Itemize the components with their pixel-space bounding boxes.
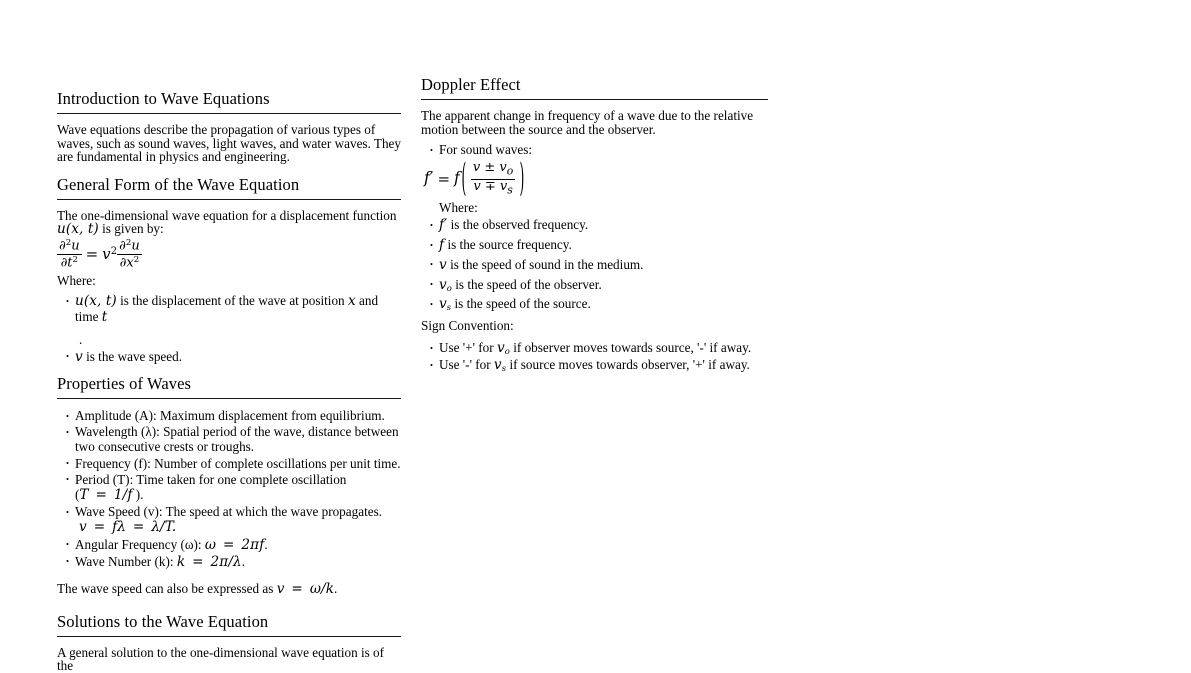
inline-math-u-x-t: u(x, t) xyxy=(57,221,99,238)
list-item-label: is the displacement of the wave at position xyxy=(120,293,345,309)
list-item-label: is the speed of sound in the medium. xyxy=(450,256,644,272)
property-angular-frequency-tail: . xyxy=(264,536,268,552)
property-wave-number: Wave Number (k): xyxy=(75,553,174,569)
closing-tail: . xyxy=(334,581,338,597)
properties-list xyxy=(57,408,401,570)
heading-general-form: General Form of the Wave Equation xyxy=(57,174,300,194)
list-item-label: is the wave speed. xyxy=(86,348,183,364)
list-item xyxy=(66,408,401,423)
left-column xyxy=(57,88,402,673)
list-item xyxy=(430,296,768,312)
list-item xyxy=(430,340,768,356)
list-item xyxy=(66,293,401,325)
intro-text-part1: The one-dimensional wave equation for a displacement function xyxy=(57,207,397,223)
equation-coefficient: $v^2$ xyxy=(102,245,118,264)
intro-text-part2: is given by: xyxy=(102,221,164,237)
math-t: t xyxy=(101,309,108,326)
section-introduction xyxy=(57,88,401,164)
section-properties-of-waves xyxy=(57,373,401,597)
orphan-period: . xyxy=(79,331,83,347)
wave-equation-display xyxy=(57,239,401,271)
general-form-intro xyxy=(57,209,401,237)
section-doppler-effect xyxy=(421,74,768,373)
heading-rule xyxy=(421,99,768,100)
heading-rule xyxy=(57,113,401,114)
section-general-form xyxy=(57,174,401,365)
math-wave-speed-formula: v = fλ = λ/T. xyxy=(79,519,177,536)
list-item-label: is the source frequency. xyxy=(447,237,572,253)
list-item-label-2: and time xyxy=(75,293,379,325)
doppler-fraction xyxy=(471,161,515,196)
heading-rule xyxy=(57,636,401,637)
property-period-tail: ). xyxy=(135,487,144,503)
list-item-label: is the speed of the source. xyxy=(454,296,591,312)
sign-convention-pre-1: Use '+' for xyxy=(439,340,494,356)
math-v: v xyxy=(75,348,83,365)
property-frequency: Frequency (f): Number of complete oscillations per unit time. xyxy=(75,455,401,471)
list-item xyxy=(66,554,401,570)
list-item xyxy=(66,349,401,365)
list-item xyxy=(66,472,401,503)
list-item xyxy=(66,424,401,454)
doppler-factor: f xyxy=(454,169,460,188)
doppler-parenthesis-group xyxy=(460,161,526,196)
equation-rhs-denominator: $\partial x^2$ xyxy=(117,254,142,270)
equation-lhs-denominator: $\partial t^2$ xyxy=(57,254,82,270)
where-list-continued xyxy=(57,349,401,365)
equation-lhs-fraction xyxy=(57,239,82,271)
equation-equals-sign: = xyxy=(85,245,99,264)
doppler-paragraph: The apparent change in frequency of a wave due to the relative motion between the source and the observer. xyxy=(421,108,754,137)
list-item-label: is the speed of the observer. xyxy=(455,276,602,292)
doppler-sound-waves-list xyxy=(421,142,768,157)
section-solutions xyxy=(57,611,401,673)
math-v-omega-k: v = ω/k xyxy=(276,581,335,598)
sign-convention-post-1: if observer moves towards source, '-' if away. xyxy=(513,340,752,356)
math-v-source: $v_s$ xyxy=(493,357,507,374)
property-wave-number-tail: . xyxy=(241,553,246,569)
for-sound-waves-label: For sound waves: xyxy=(439,142,533,158)
math-u-x-t: u(x, t) xyxy=(75,293,117,310)
where-label: Where: xyxy=(57,272,96,288)
doppler-where-label: Where: xyxy=(439,199,478,215)
heading-properties-of-waves: Properties of Waves xyxy=(57,374,192,394)
list-item xyxy=(430,257,768,273)
list-item xyxy=(66,456,401,471)
list-item xyxy=(430,357,768,373)
right-column xyxy=(421,74,768,494)
sign-convention-post-2: if source moves towards observer, '+' if away. xyxy=(509,357,750,373)
math-f: f xyxy=(439,237,445,254)
math-v: v xyxy=(439,256,447,273)
sign-convention-label: Sign Convention: xyxy=(421,318,514,334)
doppler-where-list xyxy=(421,217,768,312)
list-item xyxy=(430,237,768,253)
math-angular-frequency-formula: ω = 2πf xyxy=(204,536,265,553)
math-period-formula: T = 1/f xyxy=(79,487,133,504)
closing-text: The wave speed can also be expressed as xyxy=(57,581,274,597)
property-amplitude: Amplitude (A): Maximum displacement from equilibrium. xyxy=(75,408,385,424)
equation-rhs-numerator: ∂$^2$u xyxy=(119,237,140,254)
wave-speed-closing xyxy=(57,582,401,597)
list-item xyxy=(66,537,401,553)
heading-solutions: Solutions to the Wave Equation xyxy=(57,611,269,631)
math-wave-number-formula: k = 2π/λ xyxy=(176,553,242,570)
list-item-label: is the observed frequency. xyxy=(450,217,589,233)
property-angular-frequency: Angular Frequency (ω): xyxy=(75,536,202,552)
sign-convention-list xyxy=(421,340,768,373)
equation-lhs-numerator: ∂$^2$u xyxy=(59,237,80,254)
heading-rule xyxy=(57,398,401,399)
introduction-paragraph: Wave equations describe the propagation of various types of waves, such as sound waves, light waves, and water waves. They are fundamental in physics and engineering. xyxy=(57,122,402,165)
doppler-denominator: $v \mp v_s$ xyxy=(471,179,515,197)
heading-introduction: Introduction to Wave Equations xyxy=(57,89,270,108)
property-wave-speed: Wave Speed (v): The speed at which the wave propagates. xyxy=(75,504,383,520)
sign-convention-pre-2: Use '-' for xyxy=(439,357,491,373)
property-wavelength: Wavelength (λ): Spatial period of the wave, distance between two consecutive crests or troughs. xyxy=(75,424,399,455)
math-x: x xyxy=(347,293,356,310)
doppler-equation-display xyxy=(424,161,768,196)
doppler-equals-sign: = xyxy=(437,169,451,188)
doppler-numerator: ( $v \pm v_o$ xyxy=(472,160,514,178)
math-v-source: $v_s$ xyxy=(439,296,452,313)
list-item xyxy=(430,142,768,157)
equation-rhs-fraction xyxy=(117,239,142,271)
where-list xyxy=(57,293,401,325)
math-v-observer: $v_o$ xyxy=(496,340,510,357)
math-v-observer: $v_o$ xyxy=(439,276,452,293)
property-period: Period (T): Time taken for one complete oscillation ( xyxy=(75,471,347,503)
list-item xyxy=(430,217,768,233)
solutions-paragraph: A general solution to the one-dimensional wave equation is of the xyxy=(57,644,385,673)
list-item xyxy=(66,504,401,535)
math-f-prime: f′ xyxy=(439,217,448,234)
heading-doppler-effect: Doppler Effect xyxy=(421,75,521,94)
doppler-lhs: f′ xyxy=(424,169,434,188)
list-item xyxy=(430,277,768,293)
heading-rule xyxy=(57,199,401,200)
